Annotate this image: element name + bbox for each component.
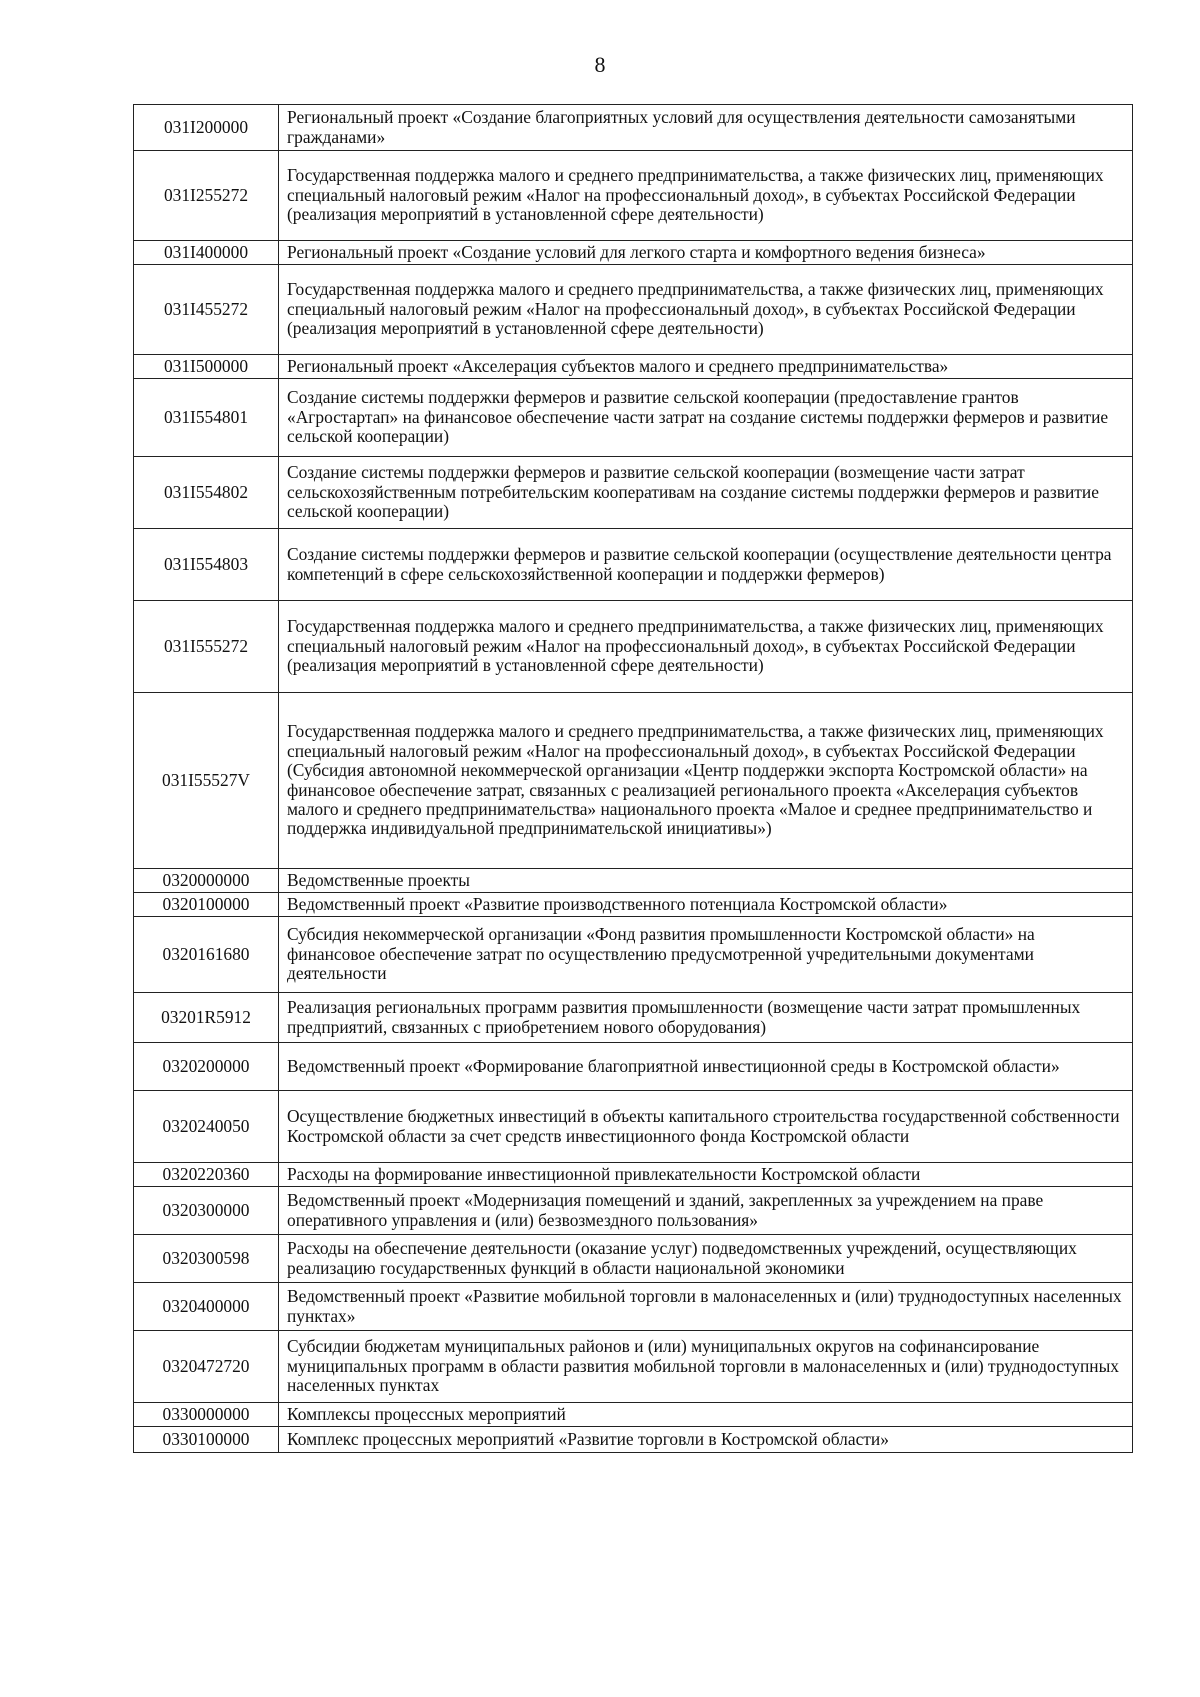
table-body — [134, 105, 1133, 1453]
table-row — [134, 379, 1133, 457]
budget-code-cell: 0320161680 — [134, 917, 279, 993]
description-cell: Государственная поддержка малого и среднего предпринимательства, а также физических лиц, применяющих специальный налоговый режим «Налог на профессиональный доход», в субъектах Российской Федерации (реализация мероприятий в установленной сфере деятельности) — [279, 265, 1133, 355]
budget-code-cell: 031I554801 — [134, 379, 279, 457]
description-cell: Расходы на формирование инвестиционной привлекательности Костромской области — [279, 1163, 1133, 1187]
description-cell: Ведомственный проект «Развитие мобильной торговли в малонаселенных и (или) труднодоступных населенных пунктах» — [279, 1283, 1133, 1331]
budget-code-cell: 031I554803 — [134, 529, 279, 601]
table-row — [134, 105, 1133, 151]
table-row — [134, 1235, 1133, 1283]
description-cell: Реализация региональных программ развития промышленности (возмещение части затрат промышленных предприятий, связанных с приобретением нового оборудования) — [279, 993, 1133, 1043]
budget-code-cell: 0320000000 — [134, 869, 279, 893]
budget-code-cell: 031I400000 — [134, 241, 279, 265]
table-row — [134, 1403, 1133, 1427]
budget-code-cell: 031I554802 — [134, 457, 279, 529]
description-cell: Расходы на обеспечение деятельности (оказание услуг) подведомственных учреждений, осуществляющих реализацию государственных функций в области национальной экономики — [279, 1235, 1133, 1283]
table-row — [134, 355, 1133, 379]
budget-classification-table — [133, 104, 1133, 1453]
description-cell: Субсидии бюджетам муниципальных районов и (или) муниципальных округов на софинансирование муниципальных программ в области развития мобильной торговли в малонаселенных и (или) труднодоступных населенных пунктах — [279, 1331, 1133, 1403]
table-row — [134, 529, 1133, 601]
page-number: 8 — [594, 52, 606, 77]
description-cell: Создание системы поддержки фермеров и развитие сельской кооперации (предоставление грантов «Агростартап» на финансовое обеспечение части затрат на создание системы поддержки фермеров и развитие сельской кооперации) — [279, 379, 1133, 457]
budget-code-cell: 0320220360 — [134, 1163, 279, 1187]
budget-code-cell: 0320400000 — [134, 1283, 279, 1331]
table-row — [134, 241, 1133, 265]
table-row — [134, 265, 1133, 355]
table-row — [134, 601, 1133, 693]
budget-code-cell: 0330000000 — [134, 1403, 279, 1427]
table-row — [134, 1331, 1133, 1403]
description-cell: Региональный проект «Создание условий для легкого старта и комфортного ведения бизнеса» — [279, 241, 1133, 265]
table-row — [134, 693, 1133, 869]
description-cell: Ведомственные проекты — [279, 869, 1133, 893]
table-row — [134, 1427, 1133, 1453]
description-cell: Государственная поддержка малого и среднего предпринимательства, а также физических лиц, применяющих специальный налоговый режим «Налог на профессиональный доход», в субъектах Российской Федерации (реализация мероприятий в установленной сфере деятельности) — [279, 601, 1133, 693]
table-row — [134, 457, 1133, 529]
table-row — [134, 1187, 1133, 1235]
description-cell: Региональный проект «Акселерация субъектов малого и среднего предпринимательства» — [279, 355, 1133, 379]
table-row — [134, 917, 1133, 993]
budget-code-cell: 0320300598 — [134, 1235, 279, 1283]
description-cell: Комплекс процессных мероприятий «Развитие торговли в Костромской области» — [279, 1427, 1133, 1453]
budget-code-cell: 031I500000 — [134, 355, 279, 379]
budget-code-cell: 0320472720 — [134, 1331, 279, 1403]
table-row — [134, 993, 1133, 1043]
budget-code-cell: 031I200000 — [134, 105, 279, 151]
table-row — [134, 893, 1133, 917]
description-cell: Государственная поддержка малого и среднего предпринимательства, а также физических лиц, применяющих специальный налоговый режим «Налог на профессиональный доход», в субъектах Российской Федерации (реализация мероприятий в установленной сфере деятельности) — [279, 151, 1133, 241]
budget-code-cell: 031I455272 — [134, 265, 279, 355]
budget-code-cell: 031I255272 — [134, 151, 279, 241]
table-row — [134, 1091, 1133, 1163]
budget-code-cell: 031I555272 — [134, 601, 279, 693]
description-cell: Государственная поддержка малого и среднего предпринимательства, а также физических лиц, применяющих специальный налоговый режим «Налог на профессиональный доход», в субъектах Российской Федерации (Субсидия автономной некоммерческой организации «Центр поддержки экспорта Костромской области» на финансовое обеспечение затрат, связанных с реализацией регионального проекта «Акселерация субъектов малого и среднего предпринимательства» национального проекта «Малое и среднее предпринимательство и поддержка индивидуальной предпринимательской инициативы») — [279, 693, 1133, 869]
description-cell: Осуществление бюджетных инвестиций в объекты капитального строительства государственной собственности Костромской области за счет средств инвестиционного фонда Костромской области — [279, 1091, 1133, 1163]
description-cell: Создание системы поддержки фермеров и развитие сельской кооперации (осуществление деятельности центра компетенций в сфере сельскохозяйственной кооперации и поддержки фермеров) — [279, 529, 1133, 601]
description-cell: Ведомственный проект «Формирование благоприятной инвестиционной среды в Костромской области» — [279, 1043, 1133, 1091]
description-cell: Ведомственный проект «Развитие производственного потенциала Костромской области» — [279, 893, 1133, 917]
budget-code-cell: 0320100000 — [134, 893, 279, 917]
budget-code-cell: 0320300000 — [134, 1187, 279, 1235]
budget-code-cell: 0320240050 — [134, 1091, 279, 1163]
budget-code-cell: 0330100000 — [134, 1427, 279, 1453]
table-row — [134, 151, 1133, 241]
description-cell: Комплексы процессных мероприятий — [279, 1403, 1133, 1427]
budget-code-cell: 03201R5912 — [134, 993, 279, 1043]
table-row — [134, 1283, 1133, 1331]
table-row — [134, 869, 1133, 893]
description-cell: Ведомственный проект «Модернизация помещений и зданий, закрепленных за учреждением на праве оперативного управления и (или) безвозмездного пользования» — [279, 1187, 1133, 1235]
budget-code-cell: 0320200000 — [134, 1043, 279, 1091]
description-cell: Создание системы поддержки фермеров и развитие сельской кооперации (возмещение части затрат сельскохозяйственным потребительским кооперативам на создание системы поддержки фермеров и развитие сельской кооперации) — [279, 457, 1133, 529]
table-row — [134, 1163, 1133, 1187]
budget-code-cell: 031I55527V — [134, 693, 279, 869]
description-cell: Региональный проект «Создание благоприятных условий для осуществления деятельности самозанятыми гражданами» — [279, 105, 1133, 151]
description-cell: Субсидия некоммерческой организации «Фонд развития промышленности Костромской области» на финансовое обеспечение затрат по осуществлению предусмотренной учредительными документами деятельности — [279, 917, 1133, 993]
table-row — [134, 1043, 1133, 1091]
